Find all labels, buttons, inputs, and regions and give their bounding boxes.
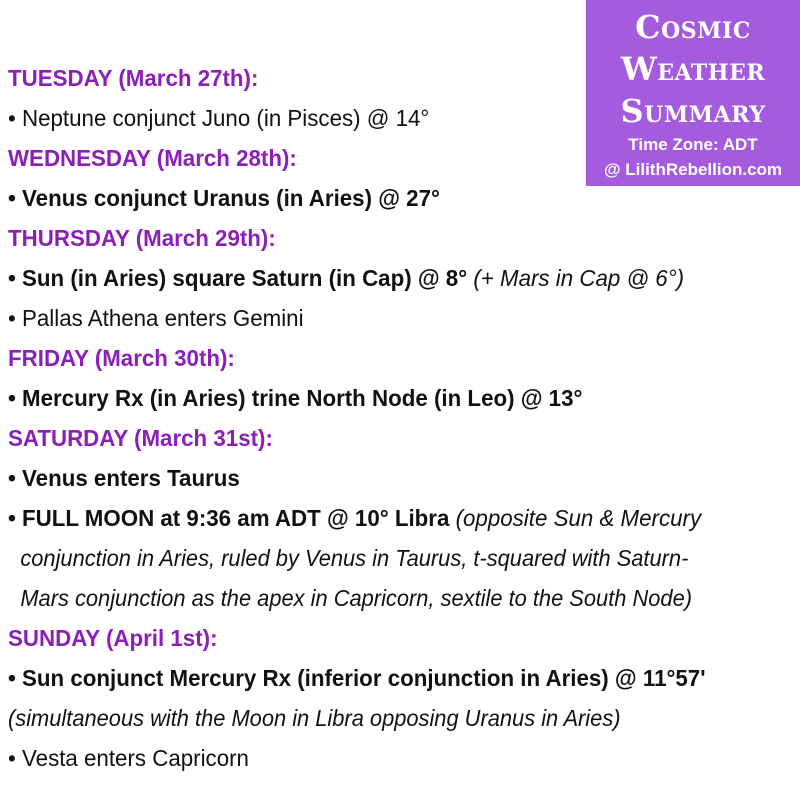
- badge-timezone: Time Zone: ADT: [628, 135, 758, 154]
- day-heading-sunday: SUNDAY (April 1st):: [8, 625, 218, 651]
- event-pallas-gemini: [8, 298, 768, 338]
- day-heading-friday: FRIDAY (March 30th):: [8, 345, 235, 371]
- event-text: • Sun conjunct Mercury Rx (inferior conjunction in Aries) @ 11°57': [8, 665, 706, 691]
- event-text: • FULL MOON at 9:36 am ADT @ 10° Libra: [8, 505, 450, 531]
- day-heading-wednesday: WEDNESDAY (March 28th):: [8, 145, 297, 171]
- event-full-moon-note-line-3: Mars conjunction as the apex in Capricorn, sextile to the South Node): [20, 585, 693, 611]
- event-neptune-juno: [8, 98, 768, 138]
- event-text: • Venus enters Taurus: [8, 465, 240, 491]
- badge-title-line-3: Summary: [620, 92, 766, 130]
- badge-site: @ LilithRebellion.com: [603, 160, 783, 179]
- event-sun-saturn: [8, 258, 768, 298]
- event-vesta-capricorn: [8, 738, 768, 778]
- day-heading-thursday: THURSDAY (March 29th):: [8, 225, 276, 251]
- weather-summary-list: [8, 58, 792, 778]
- event-mercury-node: [8, 378, 768, 418]
- badge-title-line-2: Weather: [620, 50, 766, 88]
- event-full-moon: [8, 498, 768, 538]
- day-heading-saturday: SATURDAY (March 31st):: [8, 425, 273, 451]
- event-text: • Venus conjunct Uranus (in Aries) @ 27°: [8, 185, 440, 211]
- event-note: (+ Mars in Cap @ 6°): [473, 265, 685, 291]
- event-text: • Pallas Athena enters Gemini: [8, 305, 304, 331]
- badge-title-line-1: Cosmic: [635, 8, 751, 46]
- event-sun-mercury-note: (simultaneous with the Moon in Libra opposing Uranus in Aries): [8, 705, 621, 731]
- day-heading-tuesday: TUESDAY (March 27th):: [8, 65, 259, 91]
- event-sun-mercury: [8, 658, 768, 698]
- event-text: • Mercury Rx (in Aries) trine North Node (in Leo) @ 13°: [8, 385, 583, 411]
- event-text: • Vesta enters Capricorn: [8, 745, 249, 771]
- event-text: • Neptune conjunct Juno (in Pisces) @ 14°: [8, 105, 430, 131]
- event-text: • Sun (in Aries) square Saturn (in Cap) @ 8°: [8, 265, 468, 291]
- event-venus-taurus: [8, 458, 768, 498]
- event-full-moon-note-line-2: conjunction in Aries, ruled by Venus in Taurus, t-squared with Saturn-: [20, 545, 689, 571]
- event-venus-uranus: [8, 178, 768, 218]
- event-note: (opposite Sun & Mercury: [455, 505, 702, 531]
